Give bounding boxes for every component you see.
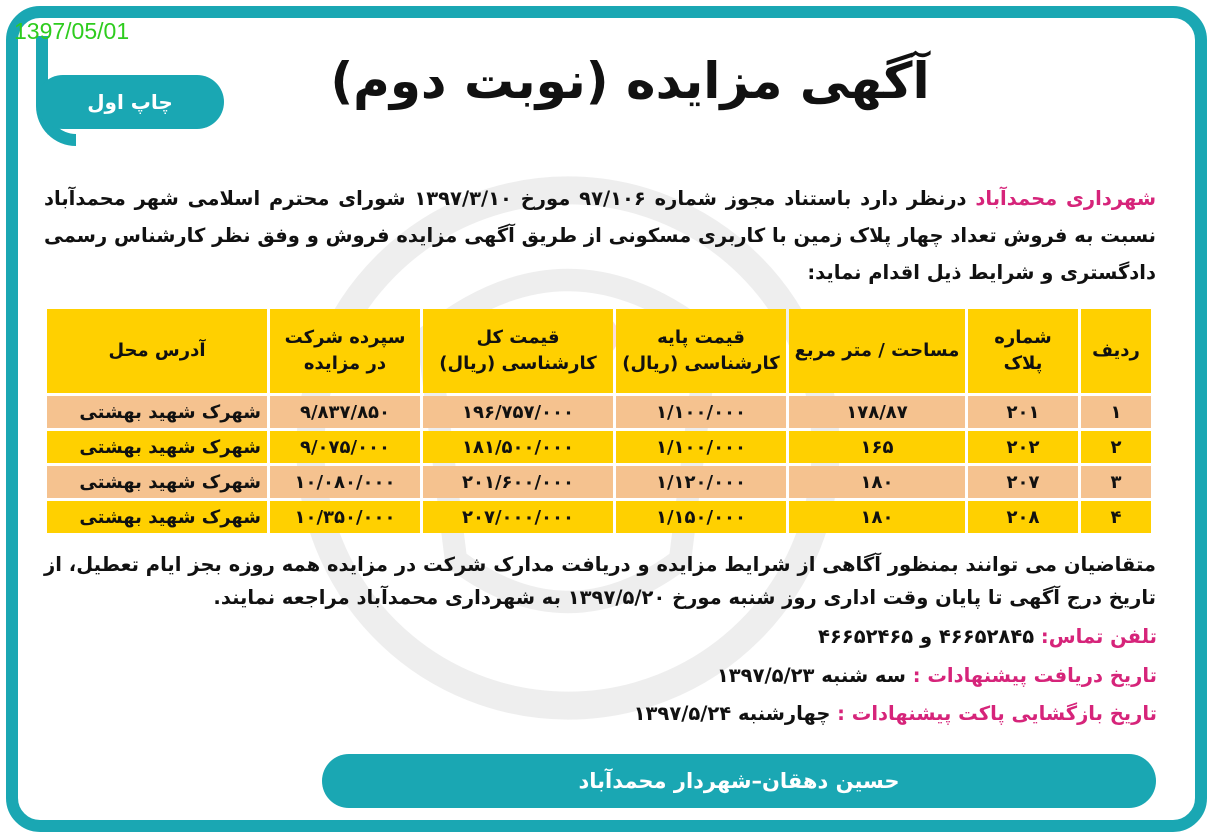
cell-deposit: ۱۰/۳۵۰/۰۰۰: [270, 501, 420, 533]
cell-address: شهرک شهید بهشتی: [47, 466, 267, 498]
cell-base-price: ۱/۱۲۰/۰۰۰: [616, 466, 786, 498]
col-header-plate: شماره پلاک: [968, 309, 1078, 393]
receive-date-value: سه شنبه ۱۳۹۷/۵/۲۳: [716, 664, 913, 687]
cell-area: ۱۸۰: [789, 466, 965, 498]
receive-date-line: [717, 664, 1157, 687]
print-edition-badge: چاپ اول: [36, 75, 224, 129]
cell-row-number: ۳: [1081, 466, 1151, 498]
cell-plate: ۲۰۸: [968, 501, 1078, 533]
table-row: [47, 396, 1151, 428]
cell-base-price: ۱/۱۰۰/۰۰۰: [616, 396, 786, 428]
cell-area: ۱۸۰: [789, 501, 965, 533]
cell-deposit: ۹/۰۷۵/۰۰۰: [270, 431, 420, 463]
table-row: [47, 466, 1151, 498]
notice-title: آگهی مزایده (نوبت دوم): [330, 52, 930, 110]
cell-total-price: ۱۹۶/۷۵۷/۰۰۰: [423, 396, 613, 428]
cell-base-price: ۱/۱۵۰/۰۰۰: [616, 501, 786, 533]
date-stamp: 1397/05/01: [14, 18, 130, 44]
col-header-total-price: قیمت کل کارشناسی (ریال): [423, 309, 613, 393]
opening-date-label: تاریخ بازگشایی پاکت پیشنهادات :: [837, 702, 1157, 725]
intro-text: درنظر دارد باستناد مجوز شماره ۹۷/۱۰۶ مورخ ۱۳۹۷/۳/۱۰ شورای محترم اسلامی شهر محمدآباد نسبت به فروش تعداد چهار پلاک زمین با کاربری مسکونی از طریق آگهی مزایده فروش و وفق نظر کارشناس رسمی دادگستری و شرایط ذیل اقدام نماید:: [44, 187, 1156, 284]
phone-value: ۴۶۶۵۲۸۴۵ و ۴۶۶۵۲۴۶۵: [817, 625, 1041, 648]
phone-label: تلفن تماس:: [1040, 625, 1157, 648]
cell-address: شهرک شهید بهشتی: [47, 431, 267, 463]
col-header-area: مساحت / متر مربع: [789, 309, 965, 393]
table-row: [47, 501, 1151, 533]
cell-row-number: ۴: [1081, 501, 1151, 533]
opening-date-line: [634, 702, 1157, 725]
cell-total-price: ۱۸۱/۵۰۰/۰۰۰: [423, 431, 613, 463]
intro-paragraph: [44, 180, 1156, 291]
cell-deposit: ۹/۸۳۷/۸۵۰: [270, 396, 420, 428]
table-header-row: [47, 309, 1151, 393]
cell-row-number: ۱: [1081, 396, 1151, 428]
col-header-base-price: قیمت پایه کارشناسی (ریال): [616, 309, 786, 393]
applicants-note: متقاضیان می توانند بمنظور آگاهی از شرایط مزایده و دریافت مدارک شرکت در مزایده همه روزه بجز ایام تعطیل، از تاریخ درج آگهی تا پایان وقت اداری روز شنبه مورخ ۱۳۹۷/۵/۲۰ به شهرداری محمدآباد مراجعه نمایند.: [44, 553, 1156, 609]
phone-line: [818, 625, 1157, 648]
organization-name: شهرداری محمدآباد: [975, 187, 1157, 210]
cell-plate: ۲۰۲: [968, 431, 1078, 463]
opening-date-value: چهارشنبه ۱۳۹۷/۵/۲۴: [633, 702, 838, 725]
cell-address: شهرک شهید بهشتی: [47, 396, 267, 428]
auction-table: [44, 306, 1154, 536]
cell-base-price: ۱/۱۰۰/۰۰۰: [616, 431, 786, 463]
cell-area: ۱۷۸/۸۷: [789, 396, 965, 428]
col-header-deposit: سپرده شرکت در مزایده: [270, 309, 420, 393]
cell-address: شهرک شهید بهشتی: [47, 501, 267, 533]
cell-total-price: ۲۰۱/۶۰۰/۰۰۰: [423, 466, 613, 498]
receive-date-label: تاریخ دریافت پیشنهادات :: [912, 664, 1157, 687]
cell-row-number: ۲: [1081, 431, 1151, 463]
cell-deposit: ۱۰/۰۸۰/۰۰۰: [270, 466, 420, 498]
cell-plate: ۲۰۱: [968, 396, 1078, 428]
cell-plate: ۲۰۷: [968, 466, 1078, 498]
cell-area: ۱۶۵: [789, 431, 965, 463]
col-header-address: آدرس محل: [47, 309, 267, 393]
table-row: [47, 431, 1151, 463]
mayor-signature-bar: حسین دهقان–شهردار محمدآباد: [322, 754, 1156, 808]
col-header-row-number: ردیف: [1081, 309, 1151, 393]
cell-total-price: ۲۰۷/۰۰۰/۰۰۰: [423, 501, 613, 533]
